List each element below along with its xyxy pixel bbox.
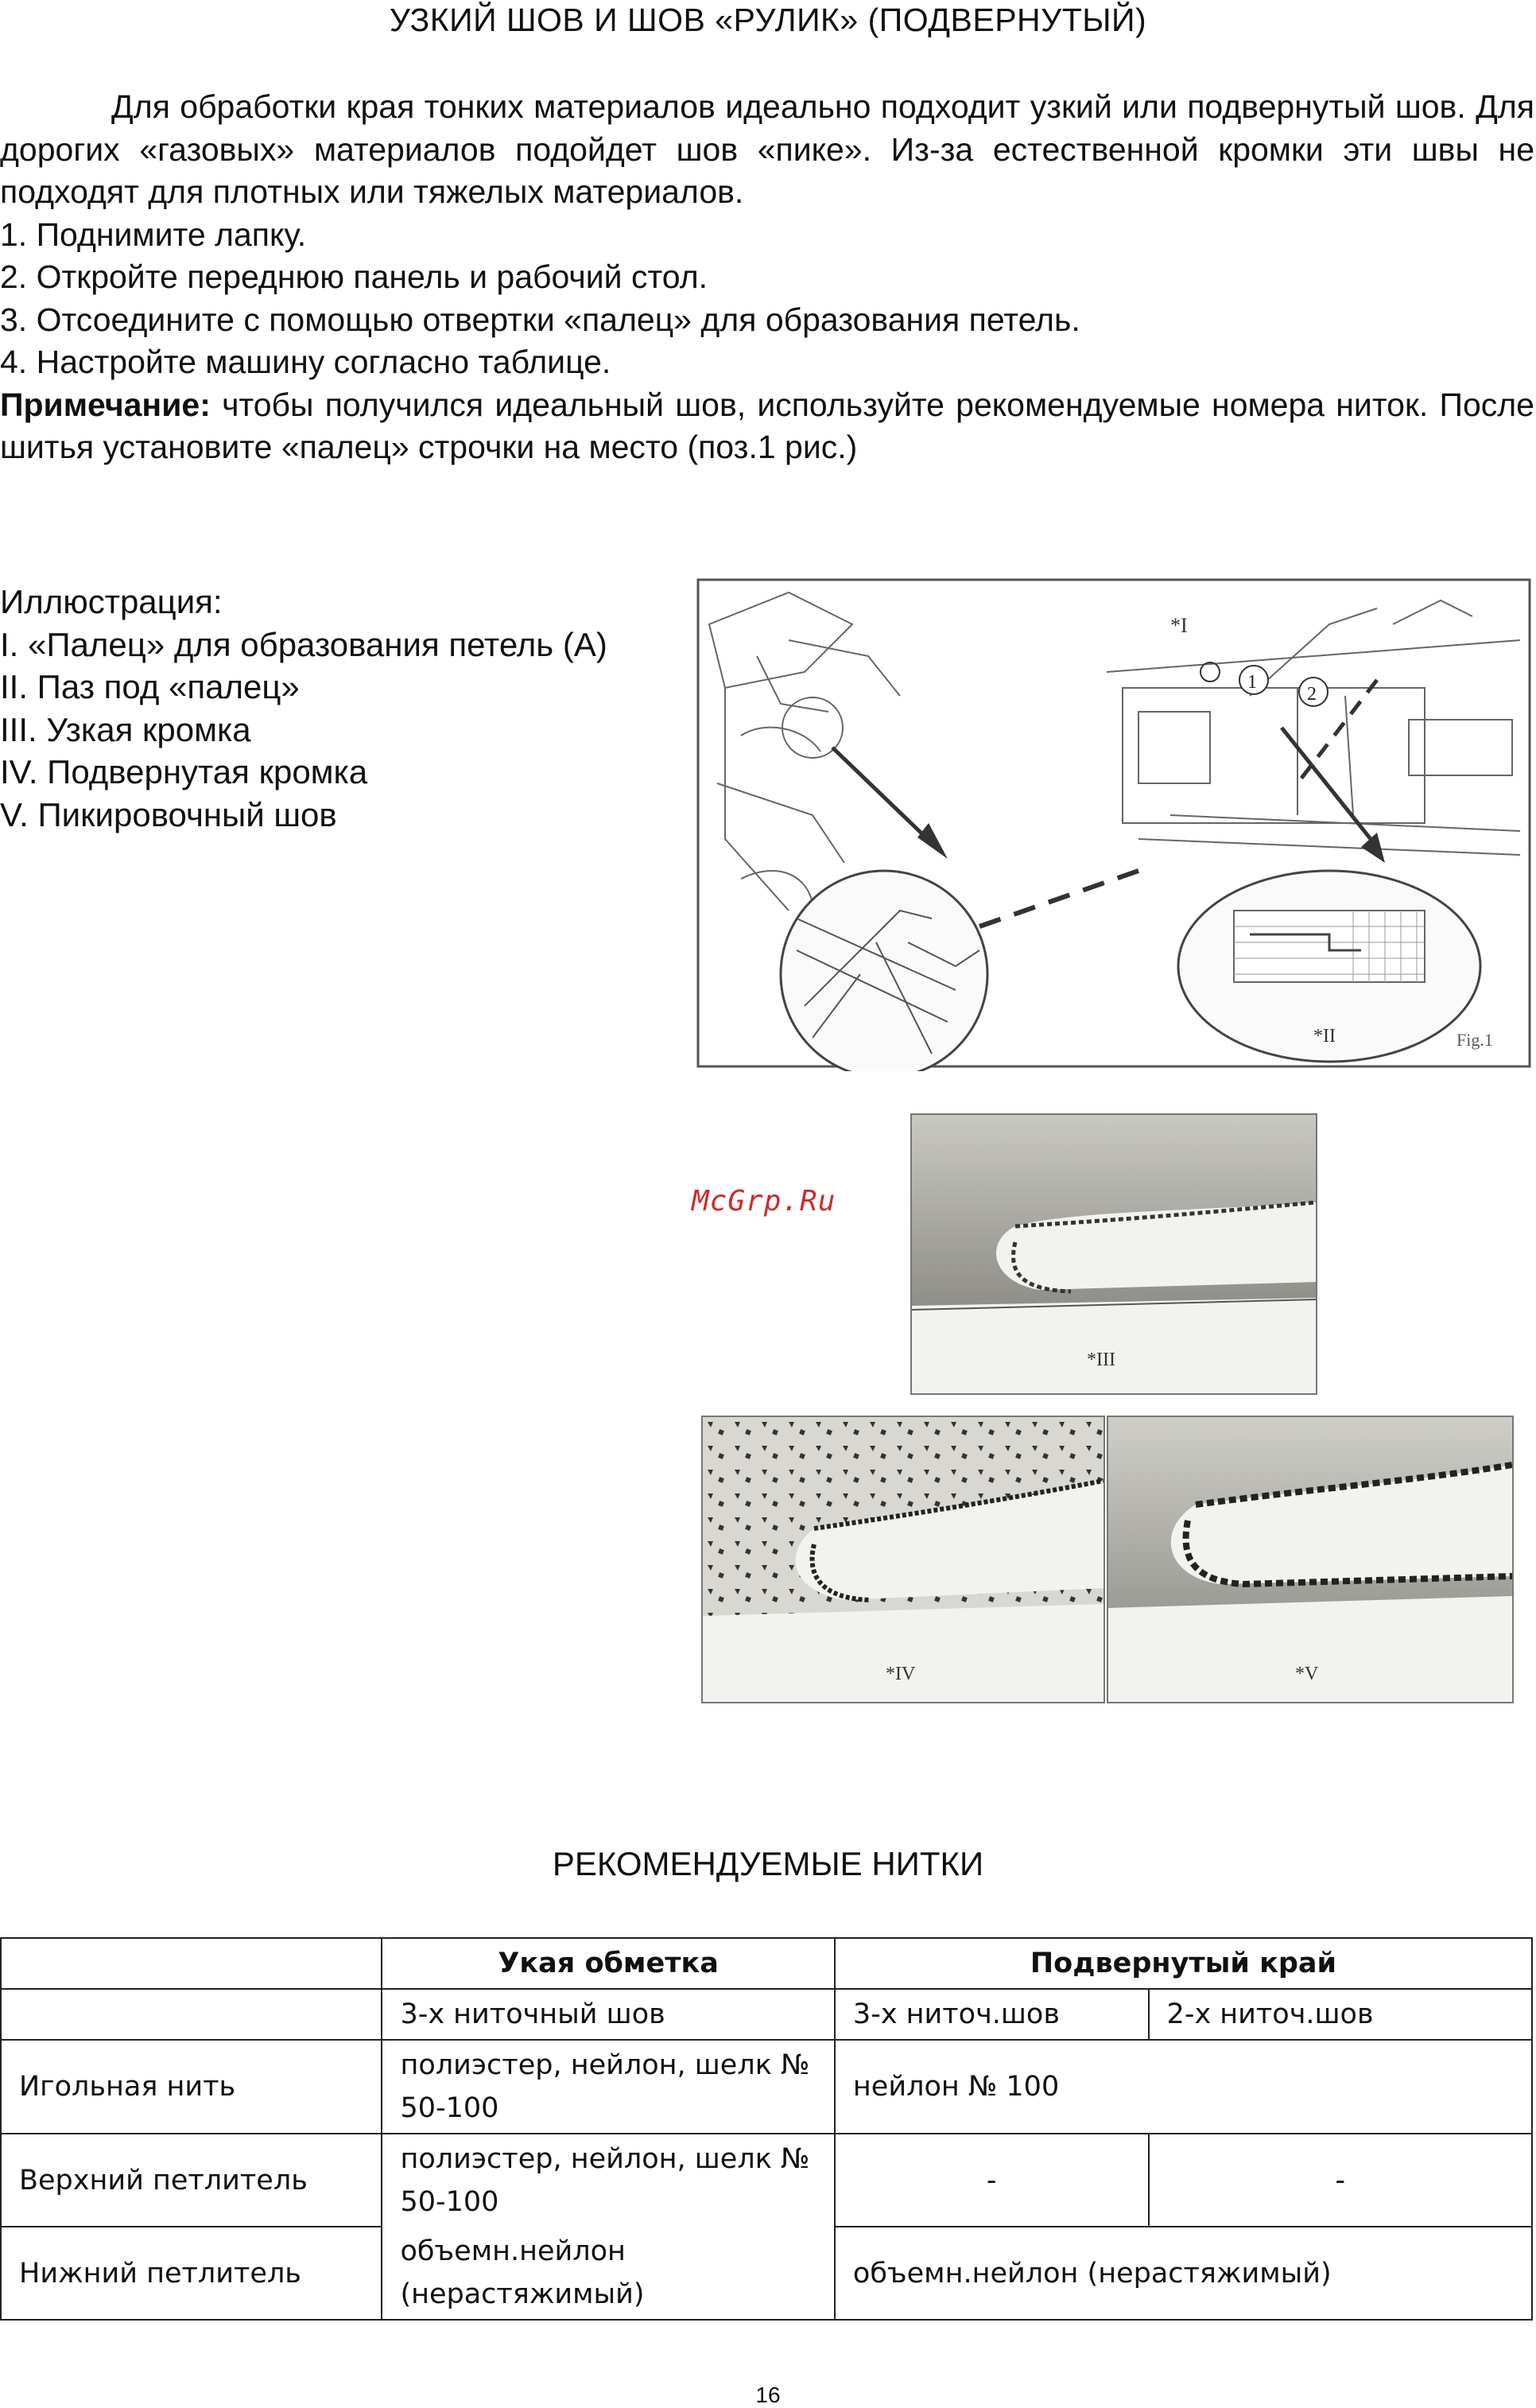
label-v: *V [1295,1664,1319,1684]
photo-rolled-edge-svg [703,1417,1104,1702]
label-i: *I [1170,614,1188,637]
subheader-3-thread: 3-х ниточный шов [382,1989,834,2040]
upper-looper-narrow: полиэстер, нейлон, шелк № 50-100 [382,2134,834,2227]
subheader-rolled-3: 3-х ниточ.шов [835,1989,1149,2040]
marker-1: 1 [1247,672,1257,693]
legend-item-i: I. «Палец» для образования петель (А) [0,625,607,663]
row-label-upper-looper: Верхний петлитель [1,2134,382,2227]
step-2: 2. Откройте переднюю панель и рабочий стол. [0,258,708,295]
upper-looper-rolled-2: - [1149,2134,1532,2227]
table-row [1,2227,1532,2320]
photo-rolled-edge [701,1416,1105,1703]
photo-narrow-edge-svg [912,1115,1316,1393]
legend-item-iii: III. Узкая кромка [0,710,251,748]
row-label-lower-looper: Нижний петлитель [1,2227,382,2320]
table-row [1,2134,1532,2227]
label-ii: *II [1313,1026,1336,1047]
photo-narrow-edge [910,1113,1317,1395]
step-1: 1. Поднимите лапку. [0,216,307,253]
intro-text [0,86,1534,469]
legend-item-ii: II. Паз под «палец» [0,668,300,705]
page-title: УЗКИЙ ШОВ И ШОВ «РУЛИК» (ПОДВЕРНУТЫЙ) [389,2,1147,38]
header-rolled: Подвернутый край [835,1938,1532,1989]
header-narrow: Укая обметка [382,1938,834,1989]
machine-diagram [693,577,1534,1071]
marker-2: 2 [1307,684,1317,705]
illustration-legend [0,581,607,836]
table-row [1,1989,1532,2040]
table-row [1,1938,1532,1989]
threads-table [0,1937,1533,2321]
step-4: 4. Настройте машину согласно таблице. [0,344,611,380]
page-number: 16 [755,2383,781,2407]
label-iv: *IV [886,1664,916,1684]
intro-paragraph: Для обработки края тонких материалов идеально подходит узкий или подвернутый шов. Для дорогих «газовых» материалов подойдет шов «пике». Из-за естественной кромки эти швы не подходят для плотных или тяжелых материалов. [0,88,1534,210]
legend-item-v: V. Пикировочный шов [0,795,337,833]
row-label-needle: Игольная нить [1,2040,382,2134]
table-row [1,2040,1532,2134]
needle-rolled: нейлон № 100 [835,2040,1532,2134]
upper-looper-rolled-3: - [835,2134,1149,2227]
step-3: 3. Отсоедините с помощью отвертки «палец» для образования петель. [0,301,1080,338]
label-iii: *III [1087,1350,1115,1370]
fig1-caption: Fig.1 [1456,1030,1493,1050]
note-text: чтобы получился идеальный шов, используйте рекомендуемые номера ниток. После шитья установите «палец» строчки на место (поз.1 рис.) [0,386,1534,465]
subheader-rolled-2: 2-х ниточ.шов [1149,1989,1532,2040]
machine-diagram-svg [693,577,1534,1071]
illustration-heading: Иллюстрация: [0,583,223,620]
lower-looper-rolled: объемн.нейлон (нерастяжимый) [835,2227,1532,2320]
note-label: Примечание: [0,386,211,423]
table-cell [1,1938,382,1989]
lower-looper-narrow: объемн.нейлон (нерастяжимый) [382,2227,834,2320]
legend-item-iv: IV. Подвернутая кромка [0,753,368,790]
photo-picot-seam-svg [1108,1417,1512,1702]
threads-title: РЕКОМЕНДУЕМЫЕ НИТКИ [552,1845,984,1882]
table-cell [1,1989,382,2040]
photo-picot-seam [1107,1416,1514,1703]
watermark: McGrp.Ru [692,1185,836,1218]
needle-narrow: полиэстер, нейлон, шелк № 50-100 [382,2040,834,2134]
note [0,384,1534,469]
